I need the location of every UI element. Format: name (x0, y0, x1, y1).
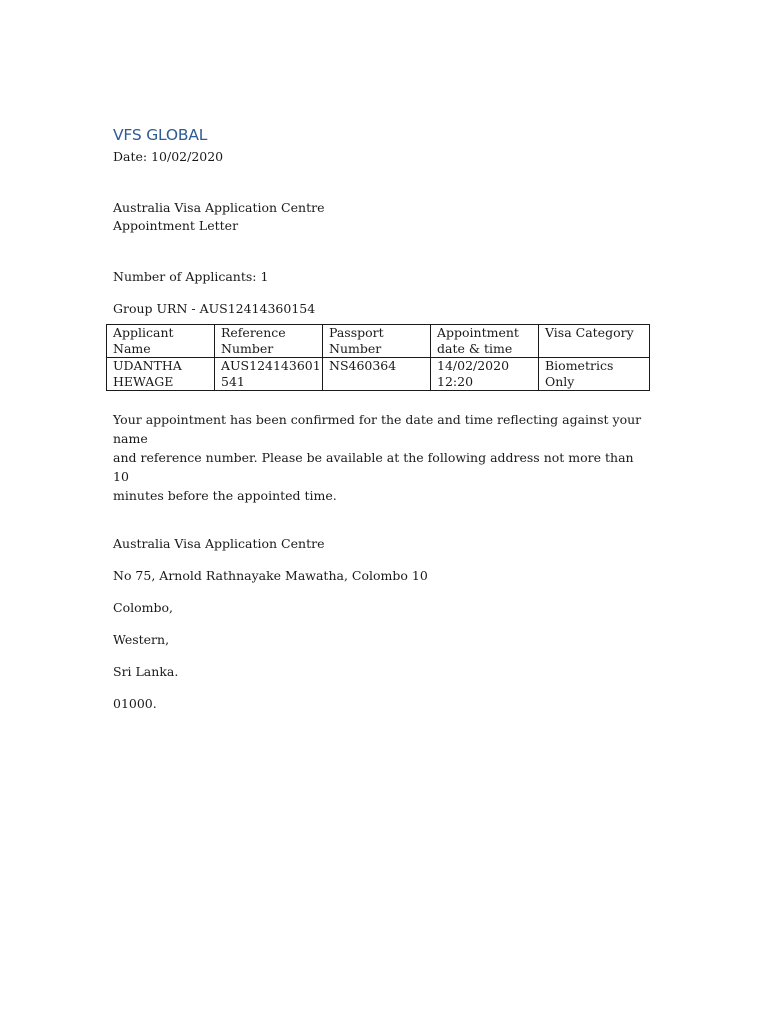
address-line: Western, (113, 632, 170, 647)
cell-text: 14/02/2020 (437, 358, 510, 373)
center-name: Australia Visa Application Centre (113, 200, 325, 215)
address-line: No 75, Arnold Rathnayake Mawatha, Colombo 10 (113, 568, 428, 583)
header-applicant-name (107, 325, 215, 358)
cell-text: 12:20 (437, 374, 474, 389)
header-text: Number (329, 341, 382, 356)
cell-text: AUS124143601 (221, 358, 321, 373)
header-text: Appointment (437, 325, 519, 340)
header-text: Passport (329, 325, 384, 340)
table-row (107, 358, 650, 391)
cell-applicant-name (107, 358, 215, 391)
address-line: Sri Lanka. (113, 664, 179, 679)
cell-text: 541 (221, 374, 245, 389)
header-appointment-datetime (431, 325, 539, 358)
address-line: 01000. (113, 696, 157, 711)
cell-text: UDANTHA (113, 358, 182, 373)
letter-date: Date: 10/02/2020 (113, 149, 224, 164)
cell-text: Biometrics Only (545, 358, 614, 389)
header-passport-number (323, 325, 431, 358)
cell-passport-number (323, 358, 431, 391)
paragraph-line: and reference number. Please be available at the following address not more than 10 (113, 450, 634, 484)
org-heading: VFS GLOBAL (113, 126, 208, 144)
header-text: Applicant Name (113, 325, 174, 356)
cell-appointment-datetime (431, 358, 539, 391)
header-text: date & time (437, 341, 513, 356)
cell-visa-category (539, 358, 650, 391)
paragraph-line: minutes before the appointed time. (113, 488, 337, 503)
confirmation-paragraph (113, 410, 653, 505)
table-header-row (107, 325, 650, 358)
header-visa-category (539, 325, 650, 358)
header-text: Visa Category (545, 325, 634, 340)
header-reference-number (215, 325, 323, 358)
header-text: Number (221, 341, 274, 356)
cell-reference-number (215, 358, 323, 391)
paragraph-line: Your appointment has been confirmed for the date and time reflecting against your name (113, 412, 642, 446)
address-line: Australia Visa Application Centre (113, 536, 325, 551)
address-line: Colombo, (113, 600, 173, 615)
applicant-count: Number of Applicants: 1 (113, 269, 269, 284)
group-urn: Group URN - AUS12414360154 (113, 301, 316, 316)
cell-text: HEWAGE (113, 374, 174, 389)
cell-text: NS460364 (329, 358, 397, 373)
header-text: Reference (221, 325, 286, 340)
letter-content (113, 124, 653, 713)
appointment-table (106, 324, 650, 391)
letter-type: Appointment Letter (113, 218, 239, 233)
address-block (113, 535, 653, 713)
